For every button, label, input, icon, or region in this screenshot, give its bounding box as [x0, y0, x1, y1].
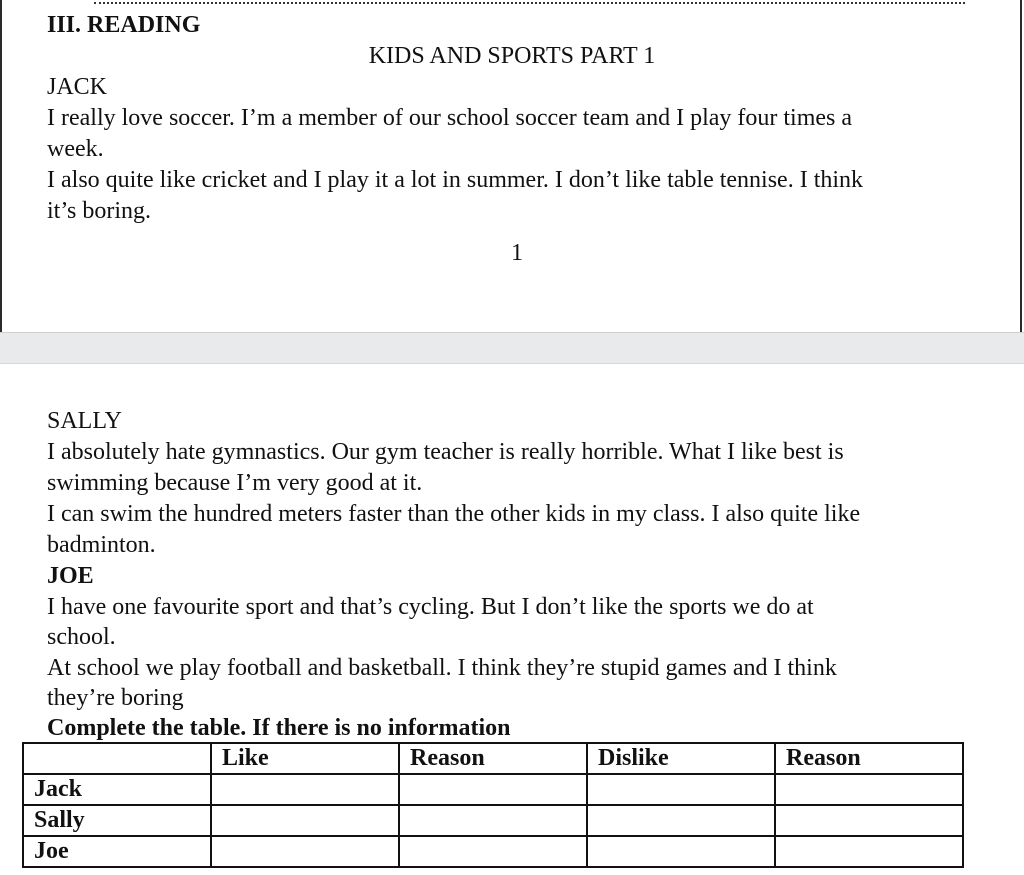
- sally-line-2: swimming because I’m very good at it.: [47, 470, 423, 496]
- header-cell-reason: Reason: [775, 743, 963, 774]
- sally-line-4: badminton.: [47, 532, 156, 558]
- answer-cell[interactable]: [399, 774, 587, 805]
- joe-line-2: school.: [47, 624, 116, 650]
- row-label-jack: Jack: [23, 774, 211, 805]
- row-label-sally: Sally: [23, 805, 211, 836]
- answer-cell[interactable]: [399, 805, 587, 836]
- answer-cell[interactable]: [775, 774, 963, 805]
- sally-line-1: I absolutely hate gymnastics. Our gym teacher is really horrible. What I like best is: [47, 439, 844, 465]
- table-row: [23, 774, 963, 805]
- answer-cell[interactable]: [399, 836, 587, 867]
- header-cell-reason: Reason: [399, 743, 587, 774]
- answer-cell[interactable]: [775, 805, 963, 836]
- jack-line-4: it’s boring.: [47, 198, 152, 224]
- page-break: [0, 332, 1024, 364]
- joe-name: JOE: [47, 563, 94, 589]
- jack-line-3: I also quite like cricket and I play it a lot in summer. I don’t like table tennise. I think: [47, 167, 864, 193]
- table-instruction: Complete the table. If there is no information: [47, 715, 511, 741]
- jack-line-1: I really love soccer. I’m a member of our school soccer team and I play four times a: [47, 105, 853, 131]
- answer-table: [22, 742, 964, 868]
- joe-line-4: they’re boring: [47, 685, 184, 711]
- answer-cell[interactable]: [211, 805, 399, 836]
- answer-cell[interactable]: [775, 836, 963, 867]
- reading-title: KIDS AND SPORTS PART 1: [368, 43, 656, 69]
- header-cell-like: Like: [211, 743, 399, 774]
- answer-cell[interactable]: [587, 805, 775, 836]
- table-header-row: [23, 743, 963, 774]
- answer-cell[interactable]: [587, 774, 775, 805]
- header-cell-blank: [23, 743, 211, 774]
- answer-cell[interactable]: [211, 774, 399, 805]
- answer-cell[interactable]: [211, 836, 399, 867]
- jack-name: JACK: [47, 74, 108, 100]
- section-heading: III. READING: [47, 12, 201, 38]
- row-label-joe: Joe: [23, 836, 211, 867]
- sally-name: SALLY: [47, 408, 122, 434]
- table-row: [23, 805, 963, 836]
- sally-line-3: I can swim the hundred meters faster than the other kids in my class. I also quite like: [47, 501, 861, 527]
- jack-line-2: week.: [47, 136, 104, 162]
- dotted-divider: [94, 2, 965, 4]
- answer-cell[interactable]: [587, 836, 775, 867]
- header-cell-dislike: Dislike: [587, 743, 775, 774]
- table-row: [23, 836, 963, 867]
- joe-line-1: I have one favourite sport and that’s cycling. But I don’t like the sports we do at: [47, 594, 814, 620]
- page-number: 1: [511, 240, 523, 266]
- joe-line-3: At school we play football and basketball. I think they’re stupid games and I think: [47, 655, 837, 681]
